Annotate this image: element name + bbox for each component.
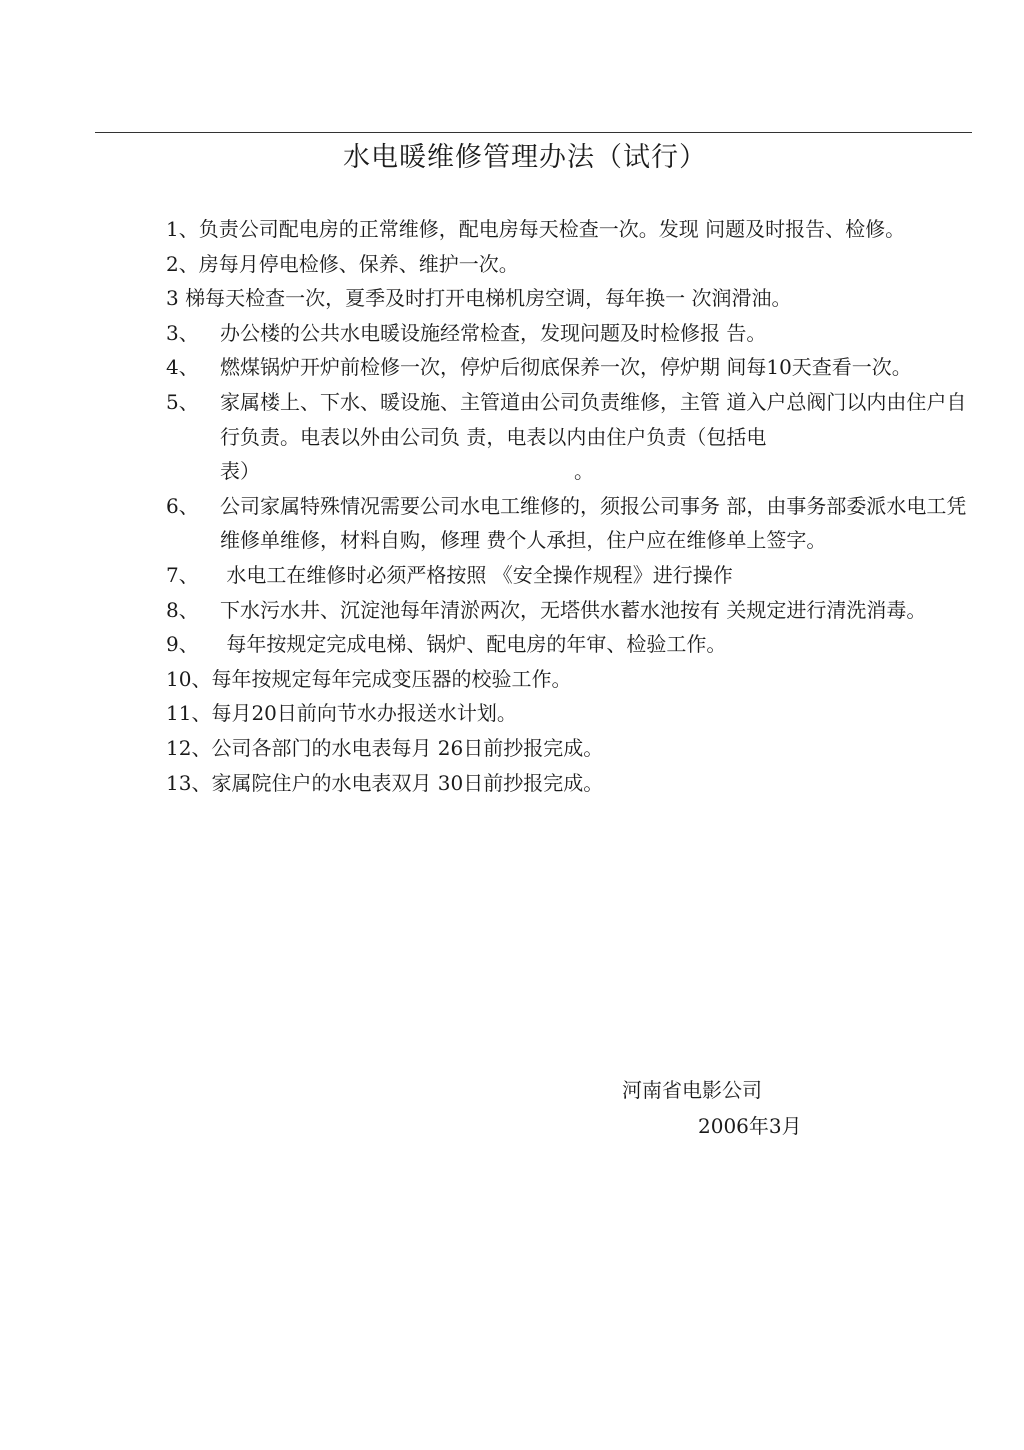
regulation-list — [166, 212, 974, 800]
list-item — [166, 350, 974, 385]
list-item — [166, 316, 974, 351]
item-text: 每月20日前向节水办报送水计划。 — [211, 701, 517, 726]
item-number: 8、 — [166, 597, 199, 622]
item-number: 7、 — [166, 562, 199, 587]
signature-block — [622, 1072, 802, 1144]
list-item — [166, 731, 974, 766]
item-number: 6、 — [166, 493, 199, 518]
list-item — [166, 766, 974, 801]
item-text: 负责公司配电房的正常维修，配电房每天检查一次。发现 问题及时报告、检修。 — [198, 217, 906, 241]
item-number: 13、 — [166, 770, 212, 795]
item-text: 家属院住户的水电表双月 30日前抄报完成。 — [211, 770, 604, 795]
item-number: 3 — [166, 286, 186, 311]
signature-org: 河南省电影公司 — [622, 1078, 762, 1102]
item-number: 10、 — [166, 666, 212, 691]
list-item — [166, 212, 974, 247]
list-item — [166, 489, 974, 558]
item-text: 公司各部门的水电表每月 26日前抄报完成。 — [211, 735, 604, 760]
item-text: 每年按规定完成电梯、锅炉、配电房的年审、检验工作。 — [220, 632, 727, 657]
list-item — [166, 627, 974, 662]
item-text: 下水污水井、沉淀池每年清淤两次，无塔供水蓄水池按有 关规定进行清洗消毒。 — [220, 597, 927, 622]
item-number: 2、 — [166, 251, 199, 276]
item-number: 4、 — [166, 355, 199, 380]
item-text: 梯每天检查一次，夏季及时打开电梯机房空调，每年换一 次润滑油。 — [185, 286, 792, 311]
item-text: 每年按规定每年完成变压器的校验工作。 — [211, 666, 572, 691]
item-text: 家属楼上、下水、暖设施、主管道由公司负责维修，主管 道入户总阀门以内由住户自行负责。电表以外由公司负 责，电表以内由住户负责（包括电表） — [220, 389, 967, 484]
item-text: 房每月停电检修、保养、维护一次。 — [198, 251, 519, 276]
list-item — [166, 662, 974, 697]
item-period: 。 — [574, 459, 594, 484]
document-title: 水电暖维修管理办法（试行） — [343, 142, 707, 173]
list-item — [166, 281, 974, 316]
item-text: 办公楼的公共水电暖设施经常检查，发现问题及时检修报 告。 — [220, 320, 767, 345]
item-text: 燃煤锅炉开炉前检修一次，停炉后彻底保养一次，停炉期 间每10天查看一次。 — [220, 355, 912, 380]
header-rule — [95, 132, 972, 133]
item-number: 11、 — [166, 701, 212, 726]
item-number: 12、 — [166, 735, 212, 760]
list-item — [166, 696, 974, 731]
list-item — [166, 247, 974, 282]
item-number: 3、 — [166, 320, 199, 345]
item-number: 5、 — [166, 389, 199, 414]
item-number: 9、 — [166, 632, 199, 657]
item-text: 水电工在维修时必须严格按照 《安全操作规程》进行操作 — [220, 562, 733, 587]
list-item — [166, 558, 974, 593]
signature-date: 2006年3月 — [698, 1114, 802, 1138]
list-item — [166, 385, 974, 489]
item-number: 1、 — [166, 217, 199, 241]
list-item — [166, 593, 974, 628]
item-text: 公司家属特殊情况需要公司水电工维修的，须报公司事务 部，由事务部委派水电工凭维修单维修，材料自购，修理 费个人承担，住户应在维修单上签字。 — [220, 493, 967, 553]
